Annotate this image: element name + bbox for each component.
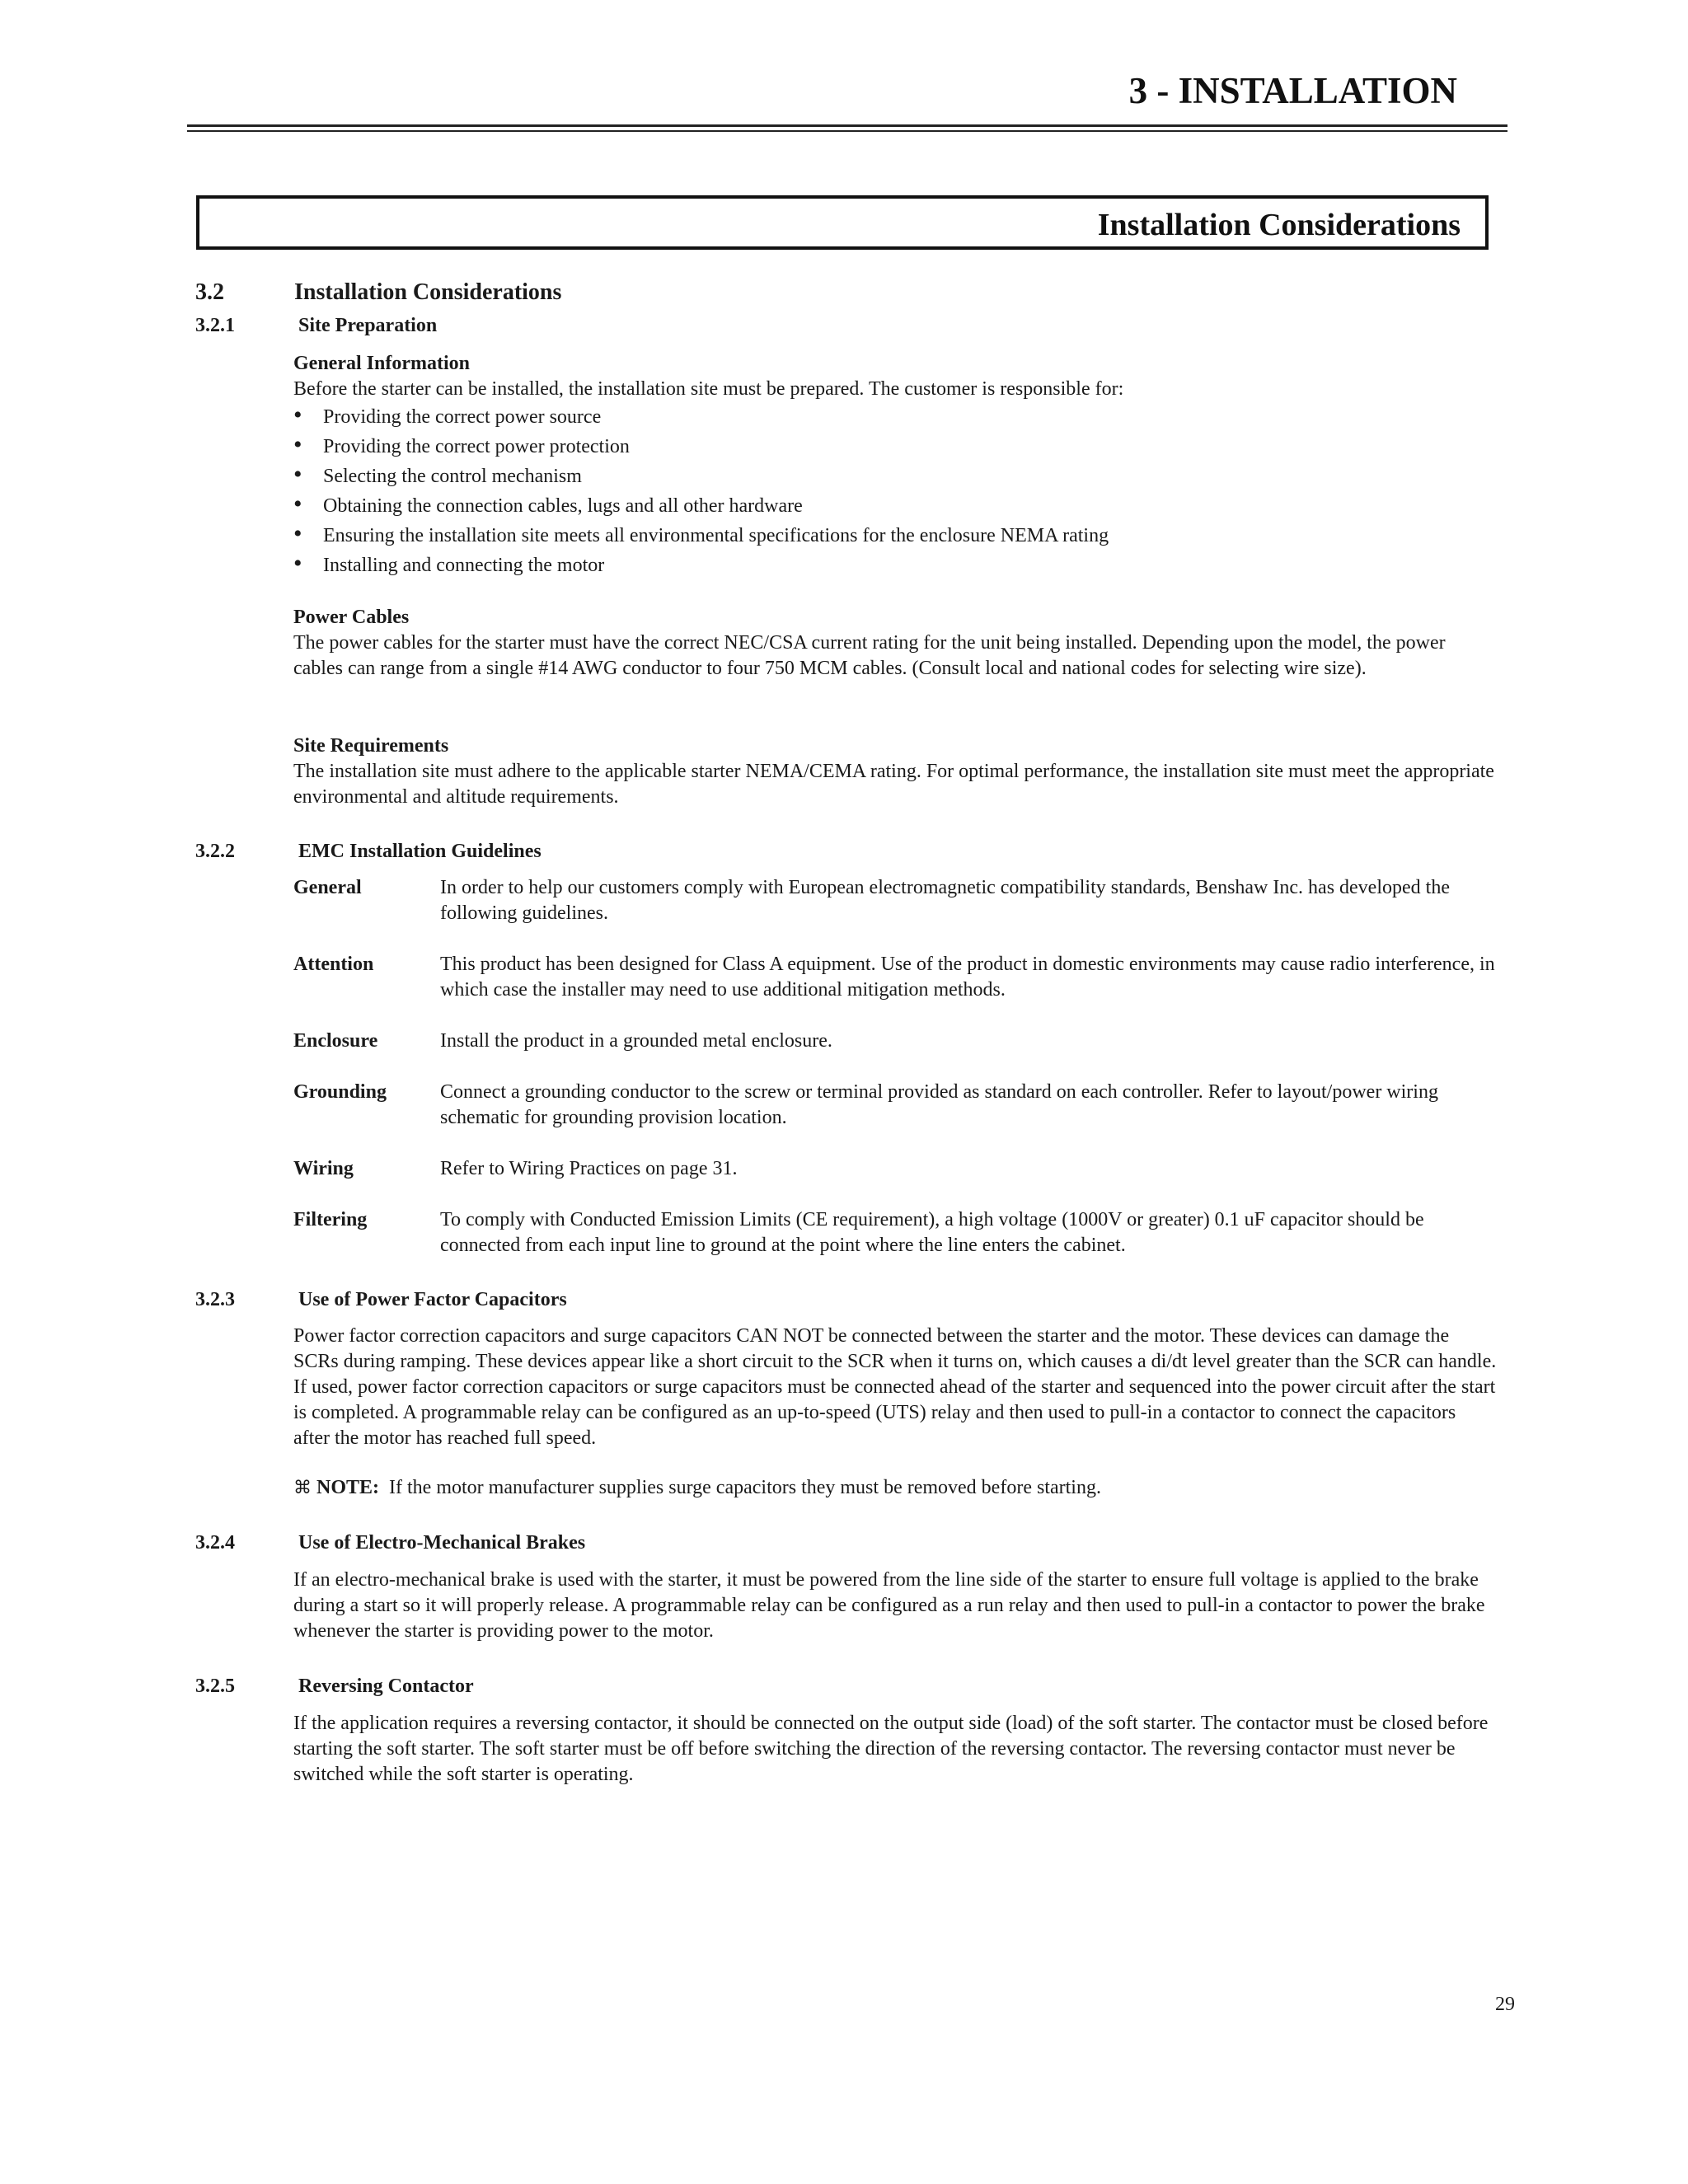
responsibility-list <box>293 402 1497 580</box>
emc-row-enclosure <box>293 1029 1497 1054</box>
header-rule <box>187 124 1507 127</box>
power-cables-text: The power cables for the starter must have the correct NEC/CSA current rating for the unit being installed. Depending upon the model, the power cables can range from a single #14 AWG conductor to four 750 MCM cables. (Consult local and national codes for selecting wire size). <box>293 632 1446 679</box>
subsection-number: 3.2.5 <box>195 1675 235 1697</box>
emc-row-grounding <box>293 1080 1497 1131</box>
subsection-heading-reversing <box>195 1674 474 1699</box>
emc-row-attention <box>293 952 1497 1003</box>
section-box-title: Installation Considerations <box>1097 208 1461 242</box>
emc-text: In order to help our customers comply with European electromagnetic compatibility standards, Benshaw Inc. has developed the following guidelines. <box>440 877 1450 924</box>
section-title-box <box>196 195 1489 250</box>
site-requirements-heading: Site Requirements <box>293 735 449 757</box>
note <box>293 1475 1497 1501</box>
subsection-heading-power-factor <box>195 1287 567 1313</box>
emc-text: This product has been designed for Class A equipment. Use of the product in domestic environments may cause radio interference, in which case the installer may need to use additional mitigation methods. <box>440 954 1495 1001</box>
power-cables-block <box>293 605 1497 682</box>
header-rule <box>187 130 1507 132</box>
general-information-intro: Before the starter can be installed, the installation site must be prepared. The customer is responsible for: <box>293 378 1124 400</box>
list-item: • Providing the correct power source <box>293 402 1497 432</box>
brakes-text: If an electro-mechanical brake is used with the starter, it must be powered from the line side of the starter to ensure full voltage is applied to the brake during a start so it will properly release. A programmable relay can be configured as a run relay and then used to pull-in a contactor to power the brake whenever the starter is providing power to the motor. <box>293 1569 1485 1642</box>
section-title: Installation Considerations <box>294 279 562 305</box>
chapter-title: 3 - INSTALLATION <box>1128 70 1457 111</box>
page-number: 29 <box>1495 1994 1515 2015</box>
emc-row-filtering <box>293 1207 1497 1258</box>
emc-term: Enclosure <box>293 1030 378 1052</box>
emc-term: Attention <box>293 954 374 975</box>
section-number: 3.2 <box>195 279 224 305</box>
subsection-heading-brakes <box>195 1530 585 1556</box>
subsection-title: Use of Power Factor Capacitors <box>298 1289 567 1310</box>
reversing-text: If the application requires a reversing contactor, it should be connected on the output side (load) of the soft starter. The contactor must be closed before starting the soft starter. The soft starter must be off before switching the direction of the reversing contactor. The reversing contactor must never be switched while the soft starter is operating. <box>293 1713 1489 1785</box>
emc-text: Install the product in a grounded metal enclosure. <box>440 1030 832 1052</box>
reversing-block <box>293 1711 1497 1788</box>
note-label: NOTE: <box>316 1477 380 1498</box>
power-cables-heading: Power Cables <box>293 607 410 628</box>
emc-text: Refer to Wiring Practices on page 31. <box>440 1158 738 1179</box>
subsection-title: Reversing Contactor <box>298 1675 474 1697</box>
emc-text: To comply with Conducted Emission Limits (CE requirement), a high voltage (1000V or greater) 0.1 uF capacitor should be connected from each input line to ground at the point where the line enters the cabinet. <box>440 1209 1424 1256</box>
general-information-heading: General Information <box>293 353 470 374</box>
list-item: • Ensuring the installation site meets all environmental specifications for the enclosure NEMA rating <box>293 521 1497 551</box>
subsection-title: Site Preparation <box>298 315 438 336</box>
section-heading <box>195 278 561 307</box>
list-item: • Providing the correct power protection <box>293 432 1497 462</box>
subsection-title: Use of Electro-Mechanical Brakes <box>298 1532 586 1554</box>
emc-row-general <box>293 875 1497 926</box>
emc-term: Wiring <box>293 1158 354 1179</box>
site-requirements-text: The installation site must adhere to the applicable starter NEMA/CEMA rating. For optimal performance, the installation site must meet the appropriate environmental and altitude requirements. <box>293 761 1494 808</box>
subsection-number: 3.2.3 <box>195 1289 235 1310</box>
power-factor-block <box>293 1324 1497 1451</box>
emc-text: Connect a grounding conductor to the screw or terminal provided as standard on each controller. Refer to layout/power wiring schematic for grounding provision location. <box>440 1081 1438 1128</box>
emc-term: Grounding <box>293 1081 387 1103</box>
general-information-block <box>293 351 1497 580</box>
power-factor-text: Power factor correction capacitors and surge capacitors CAN NOT be connected between the starter and the motor. These devices can damage the SCRs during ramping. These devices appear like a short circuit to the SCR when it turns on, which causes a di/dt level greater than the SCR can handle. If used, power factor correction capacitors or surge capacitors must be connected ahead of the starter and sequenced into the power circuit after the start is completed. A programmable relay can be configured as an up-to-speed (UTS) relay and then used to pull-in a contactor to connect the capacitors after the motor has reached full speed. <box>293 1325 1497 1449</box>
emc-term: Filtering <box>293 1209 368 1230</box>
emc-row-wiring <box>293 1156 1497 1182</box>
subsection-number: 3.2.1 <box>195 315 235 336</box>
subsection-heading-site-preparation <box>195 313 437 339</box>
site-requirements-block <box>293 733 1497 810</box>
note-block <box>293 1475 1497 1501</box>
subsection-heading-emc <box>195 839 542 865</box>
emc-term: General <box>293 877 362 898</box>
list-item: • Obtaining the connection cables, lugs and all other hardware <box>293 491 1497 521</box>
list-item: • Installing and connecting the motor <box>293 551 1497 580</box>
brakes-block <box>293 1568 1497 1644</box>
command-icon: ⌘ <box>293 1478 312 1498</box>
subsection-number: 3.2.2 <box>195 841 235 862</box>
subsection-number: 3.2.4 <box>195 1532 235 1554</box>
list-item: • Selecting the control mechanism <box>293 462 1497 491</box>
note-text: If the motor manufacturer supplies surge capacitors they must be removed before starting. <box>389 1477 1101 1498</box>
subsection-title: EMC Installation Guidelines <box>298 841 542 862</box>
